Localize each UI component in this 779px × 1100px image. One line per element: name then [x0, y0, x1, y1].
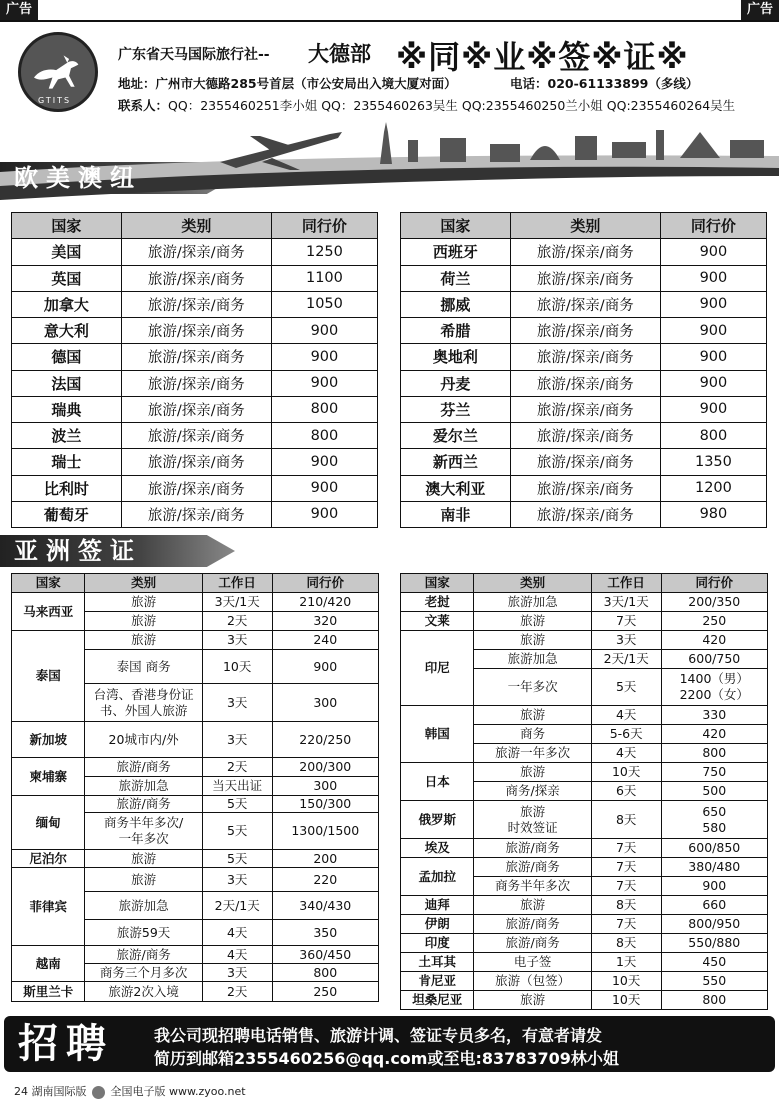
department-name: 大德部 [308, 42, 371, 66]
country-cell: 埃及 [401, 839, 474, 858]
price-cell: 200/300 [272, 758, 378, 777]
table-row [401, 344, 767, 370]
country-cell: 缅甸 [12, 796, 85, 850]
category-cell: 商务三个月多次 [85, 964, 202, 982]
asia-section-title: 亚洲签证 [14, 537, 142, 565]
table-row [401, 934, 768, 953]
category-cell: 旅游/探亲/商务 [510, 396, 660, 422]
ad-label-right: 广告 [741, 0, 779, 20]
category-cell: 旅游一年多次 [474, 744, 591, 763]
price-cell: 800 [661, 744, 767, 763]
table-row [401, 423, 767, 449]
workdays-cell: 5天 [202, 850, 272, 868]
price-cell: 1400（男） 2200（女） [661, 669, 767, 706]
workdays-cell: 2天 [202, 982, 272, 1002]
column-header: 工作日 [591, 574, 661, 593]
table-row [12, 423, 378, 449]
price-cell: 240 [272, 631, 378, 650]
price-cell: 900 [660, 265, 766, 291]
table-row [401, 396, 767, 422]
category-cell: 旅游/商务 [474, 839, 591, 858]
brand-icon [92, 1086, 105, 1099]
page-footer [14, 1083, 246, 1099]
country-cell: 新西兰 [401, 449, 511, 475]
country-cell: 孟加拉 [401, 858, 474, 896]
category-cell: 台湾、香港身份证 书、外国人旅游 [85, 684, 202, 722]
country-cell: 澳大利亚 [401, 475, 511, 501]
workdays-cell: 4天 [591, 706, 661, 725]
workdays-cell: 当天出证 [202, 777, 272, 796]
table-row [401, 972, 768, 991]
country-cell: 芬兰 [401, 396, 511, 422]
column-header: 同行价 [271, 213, 377, 239]
price-cell: 980 [660, 501, 766, 527]
price-cell: 900 [660, 239, 766, 265]
price-cell: 550/880 [661, 934, 767, 953]
category-cell: 旅游/商务 [474, 915, 591, 934]
category-cell: 旅游加急 [474, 650, 591, 669]
price-cell: 800/950 [661, 915, 767, 934]
column-header: 国家 [12, 213, 122, 239]
country-cell: 丹麦 [401, 370, 511, 396]
table-row [12, 501, 378, 527]
table-row [12, 722, 379, 758]
table-row [401, 839, 768, 858]
category-cell: 旅游/探亲/商务 [510, 239, 660, 265]
price-cell: 1050 [271, 291, 377, 317]
price-cell: 340/430 [272, 892, 378, 920]
column-header: 工作日 [202, 574, 272, 593]
workdays-cell: 10天 [591, 972, 661, 991]
workdays-cell: 2天/1天 [591, 650, 661, 669]
category-cell: 旅游/探亲/商务 [510, 344, 660, 370]
country-cell: 挪威 [401, 291, 511, 317]
price-cell: 650 580 [661, 801, 767, 839]
country-cell: 西班牙 [401, 239, 511, 265]
price-cell: 900 [660, 370, 766, 396]
price-cell: 900 [660, 344, 766, 370]
table-row [12, 475, 378, 501]
price-cell: 300 [272, 777, 378, 796]
workdays-cell: 3天 [202, 964, 272, 982]
table-row [401, 896, 768, 915]
price-cell: 900 [271, 370, 377, 396]
category-cell: 旅游/探亲/商务 [121, 318, 271, 344]
workdays-cell: 5天 [202, 813, 272, 850]
category-cell: 旅游 [85, 593, 202, 612]
category-cell: 旅游 [474, 991, 591, 1010]
price-cell: 380/480 [661, 858, 767, 877]
workdays-cell: 7天 [591, 858, 661, 877]
country-cell: 德国 [12, 344, 122, 370]
workdays-cell: 3天/1天 [202, 593, 272, 612]
table-row [12, 758, 379, 777]
price-cell: 800 [661, 991, 767, 1010]
country-cell: 坦桑尼亚 [401, 991, 474, 1010]
price-cell: 420 [661, 631, 767, 650]
country-cell: 印尼 [401, 631, 474, 706]
table-row [12, 239, 378, 265]
category-cell: 旅游/探亲/商务 [510, 423, 660, 449]
country-cell: 土耳其 [401, 953, 474, 972]
country-cell: 柬埔寨 [12, 758, 85, 796]
category-cell: 旅游/商务 [85, 946, 202, 964]
workdays-cell: 6天 [591, 782, 661, 801]
table-row [12, 318, 378, 344]
table-row [401, 593, 768, 612]
country-cell: 波兰 [12, 423, 122, 449]
price-cell: 350 [272, 920, 378, 946]
ad-label-left: 广告 [0, 0, 38, 20]
category-cell: 泰国 商务 [85, 650, 202, 684]
address: 地址：广州市大德路285号首层（市公安局出入境大厦对面） [118, 76, 457, 91]
table-row [401, 915, 768, 934]
category-cell: 旅游/探亲/商务 [510, 318, 660, 344]
country-cell: 奥地利 [401, 344, 511, 370]
table-row [12, 291, 378, 317]
price-cell: 800 [272, 964, 378, 982]
price-cell: 200/350 [661, 593, 767, 612]
category-cell: 旅游/探亲/商务 [121, 370, 271, 396]
country-cell: 马来西亚 [12, 593, 85, 631]
price-cell: 1250 [271, 239, 377, 265]
recruit-line-1: 我公司现招聘电话销售、旅游计调、签证专员多名，有意者请发 [154, 1026, 603, 1045]
category-cell: 旅游/探亲/商务 [510, 501, 660, 527]
category-cell: 旅游 [85, 850, 202, 868]
price-cell: 500 [661, 782, 767, 801]
price-cell: 250 [272, 982, 378, 1002]
workdays-cell: 4天 [202, 920, 272, 946]
category-cell: 旅游/商务 [85, 758, 202, 777]
table-row [401, 318, 767, 344]
workdays-cell: 7天 [591, 839, 661, 858]
eu-section-title: 欧美澳纽 [14, 164, 142, 192]
country-cell: 南非 [401, 501, 511, 527]
price-cell: 150/300 [272, 796, 378, 813]
table-row [12, 850, 379, 868]
country-cell: 斯里兰卡 [12, 982, 85, 1002]
price-cell: 210/420 [272, 593, 378, 612]
workdays-cell: 3天/1天 [591, 593, 661, 612]
table-row [12, 396, 378, 422]
price-cell: 800 [271, 396, 377, 422]
country-cell: 日本 [401, 763, 474, 801]
category-cell: 旅游/探亲/商务 [510, 475, 660, 501]
column-header: 同行价 [660, 213, 766, 239]
country-cell: 希腊 [401, 318, 511, 344]
price-cell: 800 [271, 423, 377, 449]
table-row [12, 868, 379, 892]
workdays-cell: 10天 [591, 763, 661, 782]
workdays-cell: 8天 [591, 801, 661, 839]
eu-price-table-left [11, 212, 378, 528]
column-header: 类别 [85, 574, 202, 593]
price-cell: 600/850 [661, 839, 767, 858]
price-cell: 250 [661, 612, 767, 631]
column-header: 类别 [474, 574, 591, 593]
table-row [12, 449, 378, 475]
column-header: 国家 [12, 574, 85, 593]
category-cell: 旅游/探亲/商务 [121, 475, 271, 501]
page-number: 24 [14, 1085, 28, 1098]
country-cell: 加拿大 [12, 291, 122, 317]
category-cell: 20城市内/外 [85, 722, 202, 758]
table-header-row [12, 574, 379, 593]
price-cell: 320 [272, 612, 378, 631]
category-cell: 旅游/探亲/商务 [510, 265, 660, 291]
table-row [12, 370, 378, 396]
price-cell: 900 [271, 449, 377, 475]
category-cell: 一年多次 [474, 669, 591, 706]
category-cell: 旅游 [474, 706, 591, 725]
workdays-cell: 4天 [202, 946, 272, 964]
price-cell: 360/450 [272, 946, 378, 964]
workdays-cell: 1天 [591, 953, 661, 972]
table-row [401, 612, 768, 631]
country-cell: 尼泊尔 [12, 850, 85, 868]
price-cell: 900 [660, 396, 766, 422]
country-cell: 美国 [12, 239, 122, 265]
price-cell: 900 [271, 501, 377, 527]
country-cell: 文莱 [401, 612, 474, 631]
workdays-cell: 3天 [202, 631, 272, 650]
workdays-cell: 4天 [591, 744, 661, 763]
recruit-title: 招聘 [18, 1021, 114, 1067]
edition-name: 湖南国际版 [31, 1085, 87, 1098]
workdays-cell: 3天 [202, 868, 272, 892]
category-cell: 旅游/商务 [474, 858, 591, 877]
table-header-row [12, 213, 378, 239]
column-header: 同行价 [272, 574, 378, 593]
table-row [12, 796, 379, 813]
price-cell: 900 [660, 318, 766, 344]
price-cell: 330 [661, 706, 767, 725]
category-cell: 旅游59天 [85, 920, 202, 946]
workdays-cell: 3天 [202, 684, 272, 722]
price-cell: 900 [271, 318, 377, 344]
price-cell: 800 [660, 423, 766, 449]
category-cell: 旅游 [474, 763, 591, 782]
workdays-cell: 8天 [591, 896, 661, 915]
workdays-cell: 3天 [202, 722, 272, 758]
country-cell: 老挝 [401, 593, 474, 612]
price-cell: 550 [661, 972, 767, 991]
category-cell: 旅游 [474, 631, 591, 650]
eu-section-banner [0, 162, 235, 194]
workdays-cell: 5天 [591, 669, 661, 706]
country-cell: 印度 [401, 934, 474, 953]
country-cell: 迪拜 [401, 896, 474, 915]
price-cell: 1100 [271, 265, 377, 291]
contacts-label: 联系人： [118, 98, 169, 113]
category-cell: 旅游 [85, 631, 202, 650]
price-cell: 900 [271, 475, 377, 501]
workdays-cell: 7天 [591, 612, 661, 631]
table-row [401, 858, 768, 877]
logo-text: GTITS [38, 96, 72, 105]
country-cell: 比利时 [12, 475, 122, 501]
category-cell: 旅游（包签） [474, 972, 591, 991]
eu-price-table-right [400, 212, 767, 528]
table-row [401, 265, 767, 291]
table-row [401, 291, 767, 317]
asia-section-banner [0, 535, 235, 567]
price-cell: 220 [272, 868, 378, 892]
country-cell: 荷兰 [401, 265, 511, 291]
column-header: 国家 [401, 213, 511, 239]
category-cell: 旅游 [474, 612, 591, 631]
workdays-cell: 10天 [202, 650, 272, 684]
recruitment-banner [4, 1016, 775, 1072]
price-cell: 200 [272, 850, 378, 868]
price-cell: 900 [271, 344, 377, 370]
table-row [12, 946, 379, 964]
workdays-cell: 5天 [202, 796, 272, 813]
table-row [401, 763, 768, 782]
category-cell: 旅游/探亲/商务 [510, 291, 660, 317]
category-cell: 商务半年多次 [474, 877, 591, 896]
country-cell: 爱尔兰 [401, 423, 511, 449]
price-cell: 900 [660, 291, 766, 317]
table-row [12, 265, 378, 291]
price-cell: 900 [661, 877, 767, 896]
price-cell: 220/250 [272, 722, 378, 758]
country-cell: 新加坡 [12, 722, 85, 758]
column-header: 国家 [401, 574, 474, 593]
category-cell: 旅游 时效签证 [474, 801, 591, 839]
country-cell: 英国 [12, 265, 122, 291]
table-row [401, 475, 767, 501]
workdays-cell: 10天 [591, 991, 661, 1010]
brand-text: 全国电子版 www.zyoo.net [110, 1085, 246, 1098]
table-row [12, 593, 379, 612]
table-row [401, 370, 767, 396]
price-cell: 600/750 [661, 650, 767, 669]
table-row [12, 631, 379, 650]
table-row [12, 982, 379, 1002]
country-cell: 菲律宾 [12, 868, 85, 946]
workdays-cell: 7天 [591, 877, 661, 896]
table-header-row [401, 574, 768, 593]
table-row [401, 801, 768, 839]
price-cell: 300 [272, 684, 378, 722]
workdays-cell: 8天 [591, 934, 661, 953]
category-cell: 商务 [474, 725, 591, 744]
category-cell: 旅游/探亲/商务 [510, 370, 660, 396]
phone: 电话：020-61133899（多线） [510, 76, 699, 91]
workdays-cell: 7天 [591, 915, 661, 934]
column-header: 类别 [510, 213, 660, 239]
asia-price-table-right [400, 573, 768, 1010]
country-cell: 伊朗 [401, 915, 474, 934]
price-cell: 750 [661, 763, 767, 782]
category-cell: 旅游 [474, 896, 591, 915]
category-cell: 商务/探亲 [474, 782, 591, 801]
category-cell: 旅游/探亲/商务 [121, 423, 271, 449]
contacts-list: QQ：2355460251李小姐 QQ：2355460263吴生 QQ:2355460250兰小姐 QQ:2355460264吴生 [168, 98, 736, 113]
table-row [401, 239, 767, 265]
table-row [401, 631, 768, 650]
price-cell: 1350 [660, 449, 766, 475]
price-cell: 420 [661, 725, 767, 744]
country-cell: 意大利 [12, 318, 122, 344]
table-row [401, 953, 768, 972]
table-row [12, 344, 378, 370]
category-cell: 旅游/探亲/商务 [121, 396, 271, 422]
top-rule [0, 20, 779, 22]
price-cell: 660 [661, 896, 767, 915]
workdays-cell: 2天 [202, 758, 272, 777]
category-cell: 旅游/商务 [85, 796, 202, 813]
country-cell: 葡萄牙 [12, 501, 122, 527]
category-cell: 旅游/商务 [474, 934, 591, 953]
country-cell: 肯尼亚 [401, 972, 474, 991]
table-row [401, 449, 767, 475]
workdays-cell: 3天 [591, 631, 661, 650]
table-row [401, 501, 767, 527]
category-cell: 旅游/探亲/商务 [121, 291, 271, 317]
category-cell: 旅游加急 [474, 593, 591, 612]
category-cell: 旅游/探亲/商务 [121, 239, 271, 265]
workdays-cell: 2天/1天 [202, 892, 272, 920]
category-cell: 旅游/探亲/商务 [121, 501, 271, 527]
category-cell: 旅游/探亲/商务 [121, 449, 271, 475]
workdays-cell: 2天 [202, 612, 272, 631]
price-cell: 900 [272, 650, 378, 684]
category-cell: 商务半年多次/ 一年多次 [85, 813, 202, 850]
category-cell: 旅游/探亲/商务 [121, 265, 271, 291]
price-cell: 1300/1500 [272, 813, 378, 850]
table-row [401, 991, 768, 1010]
slogan: ※同※业※签※证※ [396, 38, 689, 76]
category-cell: 旅游 [85, 868, 202, 892]
table-header-row [401, 213, 767, 239]
country-cell: 韩国 [401, 706, 474, 763]
category-cell: 旅游2次入境 [85, 982, 202, 1002]
category-cell: 旅游/探亲/商务 [121, 344, 271, 370]
column-header: 同行价 [661, 574, 767, 593]
category-cell: 旅游加急 [85, 892, 202, 920]
column-header: 类别 [121, 213, 271, 239]
table-row [401, 706, 768, 725]
category-cell: 旅游/探亲/商务 [510, 449, 660, 475]
country-cell: 越南 [12, 946, 85, 982]
workdays-cell: 5-6天 [591, 725, 661, 744]
country-cell: 俄罗斯 [401, 801, 474, 839]
country-cell: 瑞典 [12, 396, 122, 422]
price-cell: 1200 [660, 475, 766, 501]
country-cell: 泰国 [12, 631, 85, 722]
country-cell: 法国 [12, 370, 122, 396]
category-cell: 旅游加急 [85, 777, 202, 796]
agency-name: 广东省天马国际旅行社-- [118, 47, 270, 63]
category-cell: 旅游 [85, 612, 202, 631]
price-cell: 450 [661, 953, 767, 972]
category-cell: 电子签 [474, 953, 591, 972]
country-cell: 瑞士 [12, 449, 122, 475]
recruit-line-2: 简历到邮箱2355460256@qq.com或至电:83783709林小姐 [154, 1049, 619, 1068]
asia-price-table-left [11, 573, 379, 1002]
